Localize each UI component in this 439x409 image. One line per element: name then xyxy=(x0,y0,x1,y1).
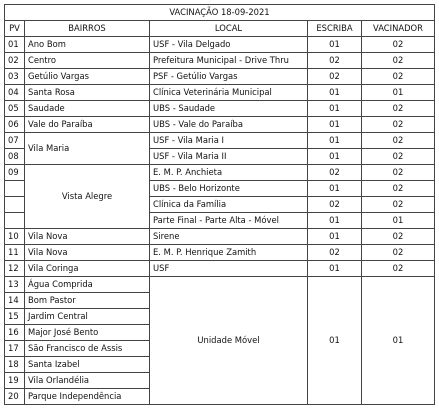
cell-pv xyxy=(5,213,25,229)
cell-bairro: Bom Pastor xyxy=(25,293,150,309)
header-bairros: BAIRROS xyxy=(25,21,150,37)
cell-vacinador: 02 xyxy=(362,69,435,85)
table-row xyxy=(5,133,435,149)
table-row xyxy=(5,245,435,261)
cell-bairro: Major José Bento xyxy=(25,325,150,341)
header-vacinador: VACINADOR xyxy=(362,21,435,37)
cell-vacinador: 02 xyxy=(362,245,435,261)
cell-bairro: Água Comprida xyxy=(25,277,150,293)
cell-vacinador: 02 xyxy=(362,197,435,213)
cell-bairro: Getúlio Vargas xyxy=(25,69,150,85)
cell-bairro: Vila Nova xyxy=(25,229,150,245)
cell-escriba: 01 xyxy=(308,181,362,197)
cell-pv: 03 xyxy=(5,69,25,85)
cell-vacinador: 02 xyxy=(362,165,435,181)
table-row xyxy=(5,117,435,133)
table-row xyxy=(5,101,435,117)
cell-vacinador: 02 xyxy=(362,261,435,277)
cell-escriba: 02 xyxy=(308,69,362,85)
cell-escriba: 02 xyxy=(308,165,362,181)
table-row xyxy=(5,85,435,101)
cell-pv: 13 xyxy=(5,277,25,293)
cell-bairro-merged: Vista Alegre xyxy=(25,165,150,229)
cell-local-merged: Unidade Móvel xyxy=(150,277,308,405)
cell-vacinador-merged: 01 xyxy=(362,277,435,405)
cell-local: E. M. P. Anchieta xyxy=(150,165,308,181)
cell-pv: 09 xyxy=(5,165,25,181)
cell-vacinador: 01 xyxy=(362,85,435,101)
cell-pv xyxy=(5,197,25,213)
cell-pv: 17 xyxy=(5,341,25,357)
cell-pv: 12 xyxy=(5,261,25,277)
cell-pv: 15 xyxy=(5,309,25,325)
cell-vacinador: 02 xyxy=(362,149,435,165)
cell-pv: 02 xyxy=(5,53,25,69)
cell-escriba: 02 xyxy=(308,245,362,261)
cell-bairro: Centro xyxy=(25,53,150,69)
cell-bairro: Saudade xyxy=(25,101,150,117)
cell-local: Clínica Veterinária Municipal xyxy=(150,85,308,101)
cell-local: PSF - Getúlio Vargas xyxy=(150,69,308,85)
table-row xyxy=(5,229,435,245)
table-row xyxy=(5,165,435,181)
cell-pv xyxy=(5,181,25,197)
cell-vacinador: 02 xyxy=(362,133,435,149)
cell-local: USF - Vila Delgado xyxy=(150,37,308,53)
cell-pv: 11 xyxy=(5,245,25,261)
table-row xyxy=(5,261,435,277)
cell-bairro: Vila Orlandélia xyxy=(25,373,150,389)
cell-bairro: Vila Coringa xyxy=(25,261,150,277)
cell-escriba-merged: 01 xyxy=(308,277,362,405)
cell-bairro: Vale do Paraíba xyxy=(25,117,150,133)
cell-pv: 20 xyxy=(5,389,25,405)
cell-local: Prefeitura Municipal - Drive Thru xyxy=(150,53,308,69)
cell-pv: 18 xyxy=(5,357,25,373)
header-pv: PV xyxy=(5,21,25,37)
cell-local: USF xyxy=(150,261,308,277)
cell-vacinador: 02 xyxy=(362,229,435,245)
cell-escriba: 01 xyxy=(308,117,362,133)
cell-escriba: 01 xyxy=(308,133,362,149)
cell-local: USF - Vila Maria I xyxy=(150,133,308,149)
cell-pv: 14 xyxy=(5,293,25,309)
cell-pv: 10 xyxy=(5,229,25,245)
cell-local: Clínica da Família xyxy=(150,197,308,213)
cell-pv: 19 xyxy=(5,373,25,389)
cell-escriba: 01 xyxy=(308,37,362,53)
cell-bairro: Vila Nova xyxy=(25,245,150,261)
cell-pv: 04 xyxy=(5,85,25,101)
cell-vacinador: 02 xyxy=(362,37,435,53)
title-row xyxy=(5,5,435,21)
cell-vacinador: 01 xyxy=(362,213,435,229)
table-row xyxy=(5,69,435,85)
cell-local: Sirene xyxy=(150,229,308,245)
cell-bairro: São Francisco de Assis xyxy=(25,341,150,357)
cell-vacinador: 02 xyxy=(362,117,435,133)
header-row xyxy=(5,21,435,37)
cell-local: UBS - Belo Horizonte xyxy=(150,181,308,197)
cell-bairro: Santa Izabel xyxy=(25,357,150,373)
table-row xyxy=(5,277,435,293)
cell-pv: 16 xyxy=(5,325,25,341)
cell-pv: 06 xyxy=(5,117,25,133)
vaccination-table xyxy=(4,4,435,405)
cell-bairro-merged: Vila Maria xyxy=(25,133,150,165)
cell-bairro: Parque Independência xyxy=(25,389,150,405)
cell-local: UBS - Vale do Paraíba xyxy=(150,117,308,133)
cell-escriba: 01 xyxy=(308,229,362,245)
cell-vacinador: 02 xyxy=(362,101,435,117)
cell-escriba: 01 xyxy=(308,213,362,229)
header-escriba: ESCRIBA xyxy=(308,21,362,37)
cell-escriba: 01 xyxy=(308,149,362,165)
cell-local: UBS - Saudade xyxy=(150,101,308,117)
table-title: VACINAÇÃO 18-09-2021 xyxy=(5,5,435,21)
cell-pv: 05 xyxy=(5,101,25,117)
cell-pv: 01 xyxy=(5,37,25,53)
cell-bairro: Santa Rosa xyxy=(25,85,150,101)
cell-escriba: 01 xyxy=(308,101,362,117)
cell-vacinador: 02 xyxy=(362,53,435,69)
cell-local: Parte Final - Parte Alta - Móvel xyxy=(150,213,308,229)
cell-local: USF - Vila Maria II xyxy=(150,149,308,165)
cell-escriba: 02 xyxy=(308,53,362,69)
cell-local: E. M. P. Henrique Zamith xyxy=(150,245,308,261)
header-local: LOCAL xyxy=(150,21,308,37)
cell-bairro: Jardim Central xyxy=(25,309,150,325)
cell-pv: 07 xyxy=(5,133,25,149)
cell-escriba: 01 xyxy=(308,85,362,101)
cell-vacinador: 02 xyxy=(362,181,435,197)
table-row xyxy=(5,37,435,53)
table-row xyxy=(5,53,435,69)
cell-pv: 08 xyxy=(5,149,25,165)
cell-bairro: Ano Bom xyxy=(25,37,150,53)
cell-escriba: 01 xyxy=(308,261,362,277)
cell-escriba: 02 xyxy=(308,197,362,213)
